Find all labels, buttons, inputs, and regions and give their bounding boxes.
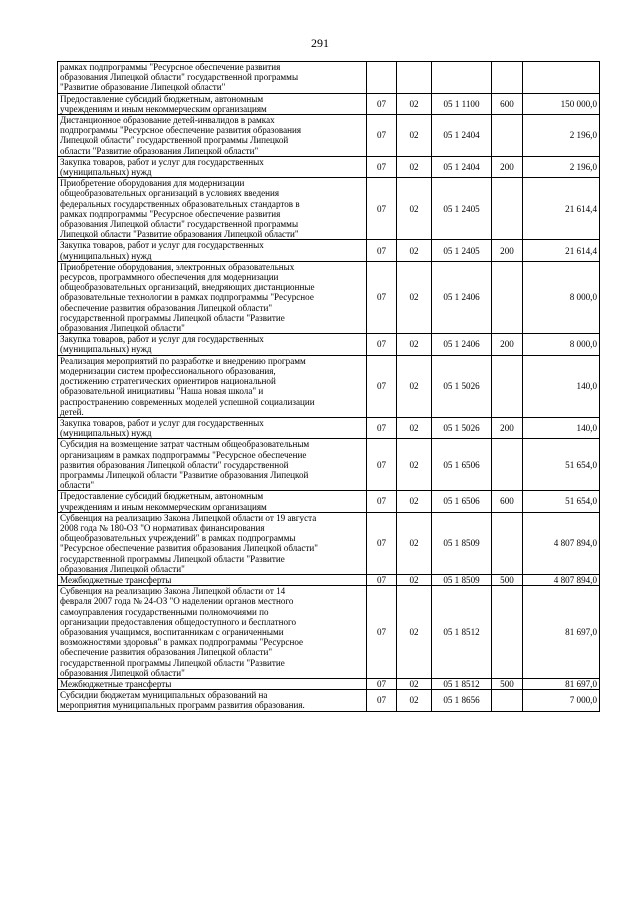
row-section-code: 07 [367,678,397,689]
row-expense-type-code [492,355,523,417]
row-section-code: 07 [367,261,397,333]
row-subsection-code: 02 [397,261,432,333]
row-section-code: 07 [367,439,397,491]
row-section-code: 07 [367,178,397,240]
budget-table [57,61,600,712]
row-target-code: 05 1 6506 [432,439,492,491]
row-target-code: 05 1 1100 [432,93,492,114]
row-expense-type-code: 600 [492,93,523,114]
row-amount: 7 000,0 [523,690,600,711]
page-number: 291 [311,36,329,50]
row-target-code: 05 1 2404 [432,156,492,177]
row-amount: 8 000,0 [523,261,600,333]
row-amount: 81 697,0 [523,586,600,679]
row-description: Закупка товаров, работ и услуг для государственных (муниципальных) нужд [58,334,367,355]
row-target-code [432,62,492,94]
row-amount: 4 807 894,0 [523,574,600,585]
row-amount: 8 000,0 [523,334,600,355]
row-expense-type-code [492,62,523,94]
row-description: Закупка товаров, работ и услуг для государственных (муниципальных) нужд [58,156,367,177]
row-target-code: 05 1 2405 [432,240,492,261]
row-subsection-code: 02 [397,334,432,355]
row-description: Приобретение оборудования для модернизации общеобразовательных организаций в условиях введения федеральных государственных образовательных стандартов в рамках подпрограммы "Ресурсное обеспечение развития образования Липецкой области" государственной программы Липецкой области "Развитие образования Липецкой области" [58,178,367,240]
row-description: Предоставление субсидий бюджетным, автономным учреждениям и иным некоммерческим организациям [58,93,367,114]
row-subsection-code: 02 [397,156,432,177]
table-row [58,417,600,438]
row-amount: 21 614,4 [523,178,600,240]
row-target-code: 05 1 2404 [432,115,492,157]
row-expense-type-code [492,115,523,157]
row-section-code: 07 [367,240,397,261]
row-description: Субвенция на реализацию Закона Липецкой области от 14 февраля 2007 года № 24-ОЗ "О наделении органов местного самоуправления государственными полномочиями по организации предоставления общедоступного и бесплатного образования учащимся, воспитанникам с ограниченными возможностями здоровья" в рамках подпрограммы "Ресурсное обеспечение развития образования Липецкой области" государственной программы Липецкой области "Развитие образования Липецкой области" [58,586,367,679]
row-target-code: 05 1 6506 [432,491,492,512]
row-target-code: 05 1 2406 [432,334,492,355]
row-target-code: 05 1 2406 [432,261,492,333]
row-subsection-code: 02 [397,178,432,240]
row-description: Субсидии бюджетам муниципальных образований на мероприятия муниципальных программ развития образования. [58,690,367,711]
row-amount: 81 697,0 [523,678,600,689]
row-section-code: 07 [367,586,397,679]
row-expense-type-code: 200 [492,417,523,438]
row-subsection-code [397,62,432,94]
row-expense-type-code [492,690,523,711]
row-target-code: 05 1 8512 [432,586,492,679]
row-expense-type-code [492,439,523,491]
row-expense-type-code: 500 [492,574,523,585]
row-target-code: 05 1 5026 [432,355,492,417]
row-section-code: 07 [367,115,397,157]
row-subsection-code: 02 [397,115,432,157]
row-subsection-code: 02 [397,355,432,417]
row-subsection-code: 02 [397,417,432,438]
row-amount: 51 654,0 [523,491,600,512]
row-expense-type-code [492,178,523,240]
table-row [58,512,600,574]
table-row [58,586,600,679]
row-subsection-code: 02 [397,240,432,261]
row-section-code: 07 [367,491,397,512]
row-amount: 140,0 [523,417,600,438]
table-row [58,93,600,114]
row-description: Приобретение оборудования, электронных образовательных ресурсов, программного обеспечения для модернизации общеобразовательных организаций, внедряющих дистанционные образовательные технологии в рамках подпрограммы "Ресурсное обеспечение развития образования Липецкой области" государственной программы Липецкой области "Развитие образования Липецкой области" [58,261,367,333]
budget-table-body [58,62,600,712]
row-target-code: 05 1 8656 [432,690,492,711]
row-expense-type-code: 200 [492,334,523,355]
row-amount: 4 807 894,0 [523,512,600,574]
row-target-code: 05 1 2405 [432,178,492,240]
row-amount: 140,0 [523,355,600,417]
row-expense-type-code [492,586,523,679]
row-target-code: 05 1 8512 [432,678,492,689]
table-row [58,115,600,157]
row-expense-type-code: 200 [492,240,523,261]
row-description: рамках подпрограммы "Ресурсное обеспечение развития образования Липецкой области" государственной программы "Развитие образование Липецкой области" [58,62,367,94]
row-subsection-code: 02 [397,491,432,512]
row-expense-type-code [492,512,523,574]
row-amount: 2 196,0 [523,156,600,177]
row-section-code: 07 [367,690,397,711]
row-section-code: 07 [367,334,397,355]
row-amount: 21 614,4 [523,240,600,261]
row-description: Реализация мероприятий по разработке и внедрению программ модернизации систем профессионального образования, достижению стратегических ориентиров национальной образовательной инициативы "Наша новая школа" и распространению современных моделей успешной социализации детей. [58,355,367,417]
row-target-code: 05 1 5026 [432,417,492,438]
table-row [58,491,600,512]
row-description: Закупка товаров, работ и услуг для государственных (муниципальных) нужд [58,240,367,261]
row-description: Закупка товаров, работ и услуг для государственных (муниципальных) нужд [58,417,367,438]
row-amount [523,62,600,94]
table-row [58,355,600,417]
row-target-code: 05 1 8509 [432,574,492,585]
row-expense-type-code: 600 [492,491,523,512]
row-description: Дистанционное образование детей-инвалидов в рамках подпрограммы "Ресурсное обеспечение развития образования Липецкой области" государственной программы Липецкой области "Развитие образования Липецкой области" [58,115,367,157]
row-description: Субсидия на возмещение затрат частным общеобразовательным организациям в рамках подпрограммы "Ресурсное обеспечение развития образования Липецкой области" государственной программы Липецкой области "Развитие образования Липецкой области" [58,439,367,491]
row-description: Межбюджетные трансферты [58,574,367,585]
row-amount: 51 654,0 [523,439,600,491]
row-description: Субвенция на реализацию Закона Липецкой области от 19 августа 2008 года № 180-ОЗ "О нормативах финансирования общеобразовательных учреждений" в рамках подпрограммы "Ресурсное обеспечение развития образования Липецкой области" государственной программы Липецкой области "Развитие образования Липецкой области" [58,512,367,574]
row-expense-type-code: 200 [492,156,523,177]
row-section-code: 07 [367,417,397,438]
table-row [58,439,600,491]
table-row [58,574,600,585]
row-subsection-code: 02 [397,439,432,491]
row-subsection-code: 02 [397,690,432,711]
table-row [58,334,600,355]
row-description: Межбюджетные трансферты [58,678,367,689]
row-subsection-code: 02 [397,93,432,114]
table-row [58,156,600,177]
row-subsection-code: 02 [397,512,432,574]
row-section-code: 07 [367,574,397,585]
row-description: Предоставление субсидий бюджетным, автономным учреждениям и иным некоммерческим организациям [58,491,367,512]
row-subsection-code: 02 [397,678,432,689]
table-row [58,240,600,261]
row-expense-type-code: 500 [492,678,523,689]
table-row [58,178,600,240]
row-section-code: 07 [367,156,397,177]
row-subsection-code: 02 [397,586,432,679]
row-section-code [367,62,397,94]
row-amount: 2 196,0 [523,115,600,157]
table-row [58,62,600,94]
table-row [58,690,600,711]
table-row [58,678,600,689]
row-section-code: 07 [367,355,397,417]
row-target-code: 05 1 8509 [432,512,492,574]
row-subsection-code: 02 [397,574,432,585]
row-section-code: 07 [367,512,397,574]
row-expense-type-code [492,261,523,333]
table-row [58,261,600,333]
row-amount: 150 000,0 [523,93,600,114]
row-section-code: 07 [367,93,397,114]
